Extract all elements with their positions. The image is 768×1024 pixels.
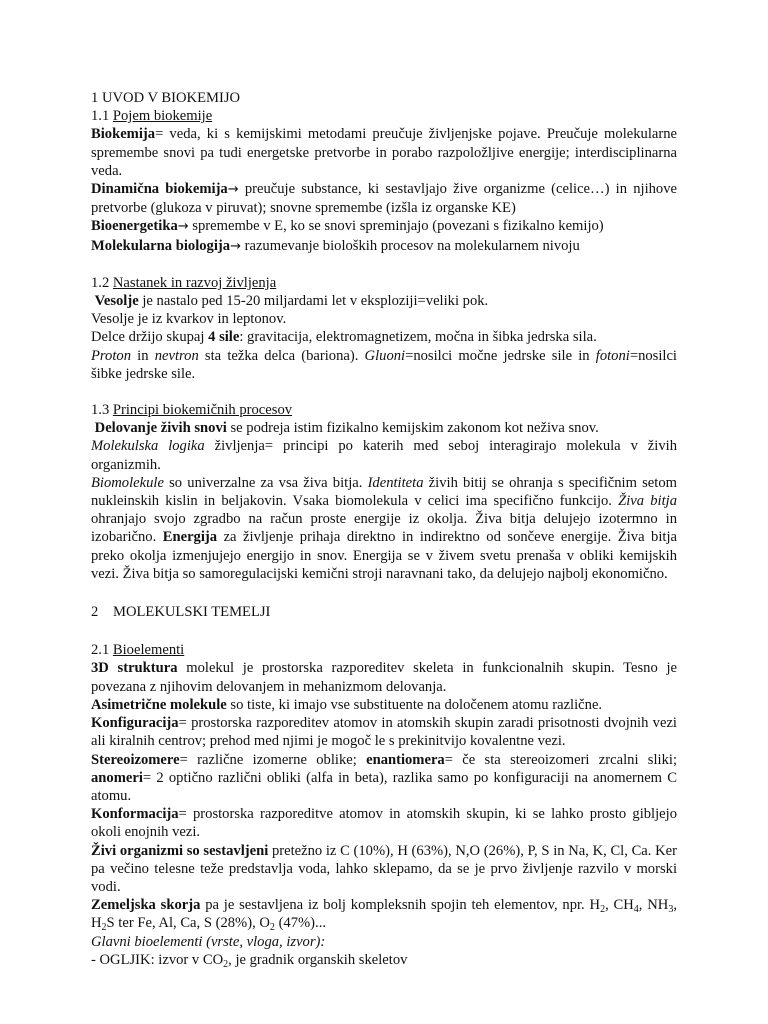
subscript: 2 <box>600 904 606 916</box>
section-heading-1-2 <box>91 274 677 292</box>
section-number: 2.1 <box>91 642 113 659</box>
term-bold: Živi organizmi so sestavljeni <box>91 842 269 859</box>
body-text: : gravitacija, elektromagnetizem, močna in šibka jedrska sila. <box>239 329 597 346</box>
body-text: Delce držijo skupaj <box>91 329 209 346</box>
term-bold: Biokemija <box>91 126 156 143</box>
body-text: - OGLJIK: izvor v CO <box>91 951 224 968</box>
body-text: S ter Fe, Al, Ca, S (28%), O <box>106 915 270 932</box>
definition-text: preučuje substance, ki sestavljajo žive organizme (celice…) in njihove pretvorbe (glukoza v piruvat); snovne spremembe (izšla iz organske KE) <box>91 181 677 217</box>
subscript: 2 <box>101 922 107 934</box>
term-bold: 4 sile <box>208 329 240 346</box>
body-text: pa je sestavljena iz bolj kompleksnih spojin teh elementov, npr. H <box>200 897 601 914</box>
body-text: sta težka delca (bariona). <box>198 347 365 364</box>
term-bold: Vesolje <box>94 293 139 310</box>
section-title: Principi biokemičnih procesov <box>112 402 293 419</box>
body-text: pretežno iz C (10%), H (63%), N,O (26%), P, S in Na, K, Cl, Ca. Ker pa večino telesne teže predstavlja voda, lahko sklepamo, da se je prvo življenje razvilo v morski vodi. <box>91 842 677 895</box>
body-text: je nastalo ped 15-20 miljardami let v eksploziji=veliki pok. <box>138 293 489 310</box>
body-text: ohranjajo svojo zgradbo na račun proste energije iz okolja. Živa bitja delujejo izotermno in izobarično. <box>91 511 677 546</box>
paragraph-bioenergetika <box>91 217 677 236</box>
term-italic: Gluoni <box>364 347 406 364</box>
body-text: = 2 optično različni obliki (alfa in beta), razlika samo po konfiguraciji na anomernem C atomu. <box>91 769 677 804</box>
body-text: =nosilci močne jedrske sile in <box>405 347 596 364</box>
term-italic: fotoni <box>595 347 630 364</box>
body-text: so tiste, ki imajo vse substituente na določenem atomu različne. <box>226 696 603 713</box>
body-text: se podreja istim fizikalno kemijskim zakonom kot neživa snov. <box>226 420 599 437</box>
subscript: 3 <box>668 904 674 916</box>
term-bold: Energija <box>162 529 218 546</box>
chapter-number: 2 <box>91 604 99 621</box>
paragraph-zemeljska-skorja <box>91 896 677 932</box>
body-text: =nosilci šibke jedrske sile. <box>91 347 677 382</box>
paragraph-proton-nevtron <box>91 347 677 383</box>
term-bold: anomeri <box>91 769 143 786</box>
section-number: 1.2 <box>91 274 113 291</box>
term-bold: Bioenergetika <box>91 218 178 235</box>
definition-text: = veda, ki s kemijskimi metodami preučuje življenjske pojave. Preučuje molekularne spremembe snovi pa tudi energetske pretvorbe in porabo razpoložljive energije; interdisciplinarna veda. <box>91 126 677 179</box>
body-text: , je gradnik organskih skeletov <box>228 951 408 968</box>
section-heading-2-1 <box>91 641 677 659</box>
paragraph-molekulska-logika <box>91 437 677 473</box>
section-heading-1-1 <box>91 107 677 125</box>
body-text: živih bitij se ohranja s specifičnim setom nukleinskih kislin in beljakovin. Vsaka biomolekula v celici ima specifično funkcijo. <box>91 474 677 510</box>
term-bold: Stereoizomere <box>91 751 180 768</box>
paragraph-molekularna-biologija <box>91 237 677 256</box>
paragraph-konformacija <box>91 805 677 841</box>
body-text: za življenje prihaja direktno in indirektno od sončeve energije. Živa bitja preko okolja izmenjujejo energijo in snov. Energija se v živem svetu prenaša v obliki kemijskih vezi. Živa bitja so samoregulacijski kemični stroji naravnani tako, da delujejo najbolj ekonomično. <box>91 529 677 582</box>
term-bold: Delovanje živih snovi <box>94 420 227 437</box>
body-text: = prostorska razporeditve atomov in atomskih skupin, ki se lahko prosto gibljejo okoli enojnih vezi. <box>91 806 677 841</box>
term-italic: Glavni bioelementi (vrste, vloga, izvor): <box>91 933 326 950</box>
document-page <box>91 89 677 969</box>
paragraph-biomolekule <box>91 474 677 583</box>
list-item-ogljik <box>91 951 677 969</box>
body-text: , CH <box>605 897 634 914</box>
chapter-heading-2 <box>91 603 677 621</box>
term-italic: Identiteta <box>367 474 424 491</box>
paragraph-delovanje <box>91 419 677 437</box>
body-text: molekul je prostorska razporeditev skeleta in funkcionalnih skupin. Tesno je povezana z njihovim delovanjem in mehanizmom delovanja. <box>91 660 678 695</box>
term-bold: enantiomera <box>366 751 445 768</box>
section-number: 1.3 <box>91 402 113 419</box>
term-bold: Konformacija <box>91 806 179 823</box>
body-text: = prostorska razporeditev atomov in atomskih skupin zaradi prisotnosti dvojnih vezi ali kiralnih centrov; prehod med njimi je mogoč le s prekinitvijo kovalentne vezi. <box>91 715 677 750</box>
body-text: = različne izomerne oblike; <box>179 751 367 768</box>
subscript: 2 <box>269 922 275 934</box>
body-text: = če sta stereoizomeri zrcalni sliki; <box>444 751 677 768</box>
paragraph-asimetricne <box>91 696 677 714</box>
paragraph-zivi-organizmi <box>91 842 677 897</box>
term-italic: Molekulska logika <box>91 438 205 455</box>
term-bold: Dinamična biokemija <box>91 181 228 198</box>
body-text: , H <box>91 897 677 932</box>
section-heading-1-3 <box>91 401 677 419</box>
term-bold: Konfiguracija <box>91 715 179 732</box>
arrow-icon: → <box>177 219 189 235</box>
term-italic: nevtron <box>154 347 199 364</box>
arrow-icon: → <box>230 238 241 254</box>
body-text: življenja <box>204 438 265 455</box>
chapter-heading-1: 1 UVOD V BIOKEMIJO <box>91 90 241 106</box>
arrow-icon: → <box>227 182 239 198</box>
section-title: Nastanek in razvoj življenja <box>112 274 277 291</box>
section-title: Pojem biokemije <box>112 108 213 125</box>
paragraph-konfiguracija <box>91 714 677 750</box>
paragraph-dinamicna-biokemija <box>91 180 677 217</box>
paragraph-sile <box>91 328 677 346</box>
section-title: Bioelementi <box>112 642 185 659</box>
section-number: 1.1 <box>91 108 113 125</box>
definition-text: razumevanje bioloških procesov na molekularnem nivoju <box>240 237 580 254</box>
subscript: 4 <box>633 904 639 916</box>
term-italic: Proton <box>91 347 131 364</box>
term-bold: Zemeljska skorja <box>91 897 201 914</box>
body-text: , NH <box>638 897 669 914</box>
body-text: (47%)... <box>274 915 326 932</box>
paragraph-glavni-bioelementi <box>91 933 677 951</box>
subscript: 2 <box>223 958 229 970</box>
body-text: in <box>131 347 155 364</box>
paragraph-kvarki: Vesolje je iz kvarkov in leptonov. <box>91 311 287 328</box>
term-bold: 3D struktura <box>91 660 178 677</box>
paragraph-biokemija <box>91 125 677 180</box>
paragraph-vesolje <box>91 292 677 310</box>
definition-text: spremembe v E, ko se snovi spreminjajo (povezani s fizikalno kemijo) <box>188 218 604 235</box>
body-text: = principi po katerih med seboj interagirajo molekula v živih organizmih. <box>91 438 677 473</box>
chapter-title: MOLEKULSKI TEMELJI <box>113 604 271 621</box>
body-text: so univerzalne za vsa živa bitja. <box>163 474 368 491</box>
paragraph-3d-struktura <box>91 659 677 695</box>
term-bold: Asimetrične molekule <box>91 696 227 713</box>
term-bold: Molekularna biologija <box>91 237 231 254</box>
term-italic: Živa bitja <box>618 493 677 510</box>
paragraph-stereoizomere <box>91 751 677 806</box>
term-italic: Biomolekule <box>91 474 164 491</box>
